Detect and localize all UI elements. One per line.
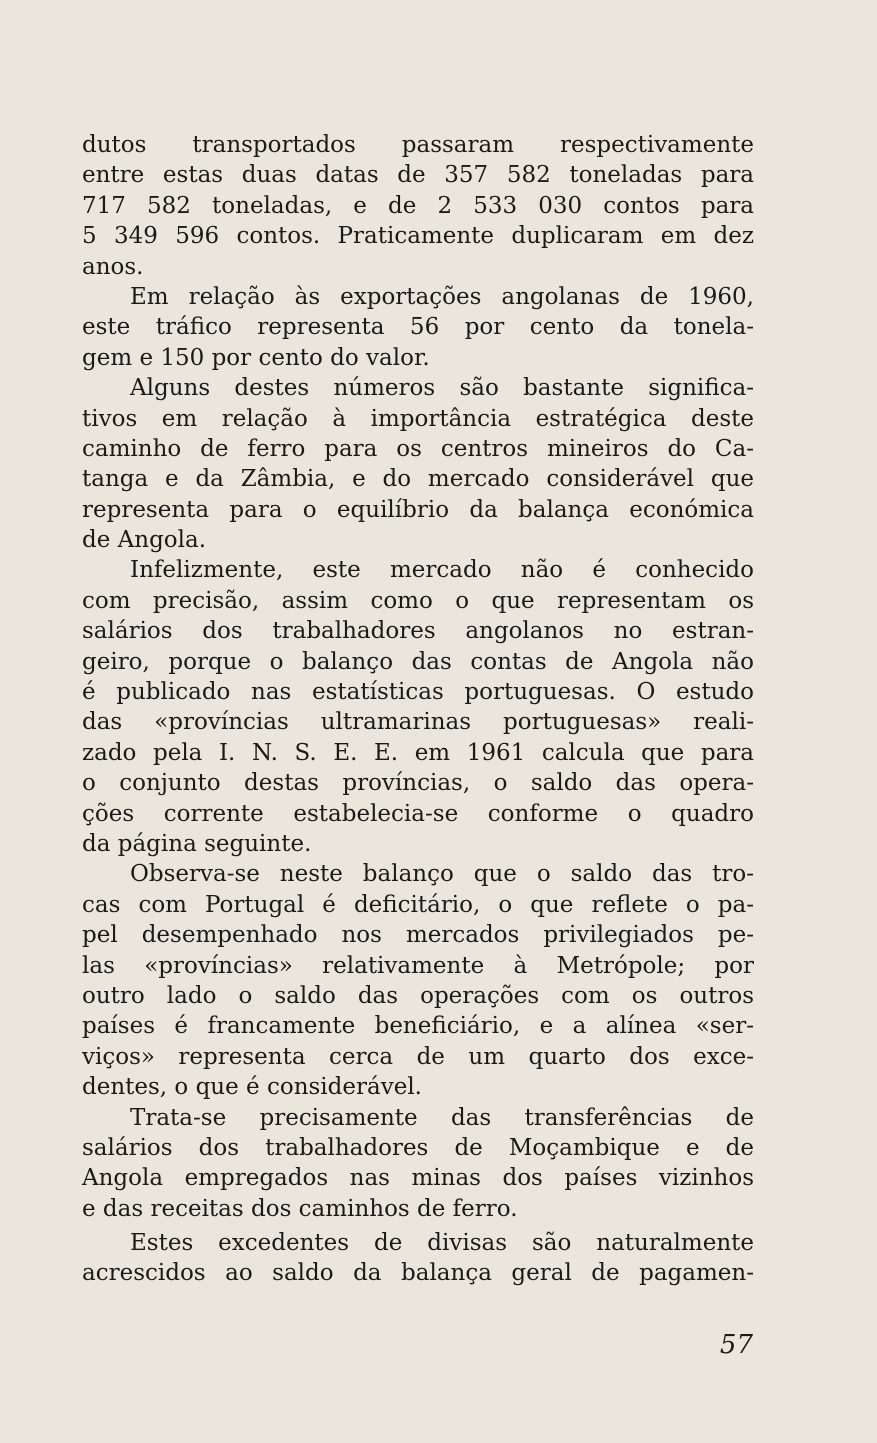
text-line: com precisão, assim como o que representam os xyxy=(82,587,754,614)
text-line: anos. xyxy=(82,253,144,280)
text-line: e das receitas dos caminhos de ferro. xyxy=(82,1195,518,1222)
text-line: tanga e da Zâmbia, e do mercado considerável que xyxy=(82,466,754,493)
paragraph xyxy=(82,859,754,1102)
text-line: acrescidos ao saldo da balança geral de pagamen- xyxy=(82,1260,754,1287)
text-line: Trata-se precisamente das transferências de xyxy=(130,1104,754,1131)
text-line: dutos transportados passaram respectivamente xyxy=(82,132,754,158)
text-line: das «províncias ultramarinas portuguesas» reali- xyxy=(82,709,754,736)
text-line: zado pela I. N. S. E. E. em 1961 calcula que para xyxy=(82,739,754,766)
page-number: 57 xyxy=(719,1330,753,1360)
text-line: Observa-se neste balanço que o saldo das tro- xyxy=(130,861,754,888)
text-line: las «províncias» relativamente à Metrópole; por xyxy=(82,952,754,979)
text-line: pel desempenhado nos mercados privilegiados pe- xyxy=(82,922,754,949)
text-line: Angola empregados nas minas dos países vizinhos xyxy=(82,1165,754,1192)
paragraph xyxy=(82,1103,754,1225)
text-line: Alguns destes números são bastante significa- xyxy=(130,375,754,402)
text-line: viços» representa cerca de um quarto dos exce- xyxy=(82,1043,754,1070)
text-line: Estes excedentes de divisas são naturalmente xyxy=(130,1230,754,1257)
text-line: países é francamente beneficiário, e a alínea «ser- xyxy=(82,1013,754,1040)
text-line: 5 349 596 contos. Praticamente duplicaram em dez xyxy=(82,223,754,250)
paragraph xyxy=(82,1228,754,1289)
text-line: este tráfico representa 56 por cento da tonela- xyxy=(82,314,754,341)
text-line: é publicado nas estatísticas portuguesas. O estudo xyxy=(82,679,754,706)
text-line: Em relação às exportações angolanas de 1960, xyxy=(130,283,754,310)
paragraph xyxy=(82,282,754,373)
text-line: o conjunto destas províncias, o saldo das opera- xyxy=(82,770,754,797)
text-line: cas com Portugal é deficitário, o que reflete o pa- xyxy=(82,891,754,918)
paragraph xyxy=(82,555,754,859)
text-line: salários dos trabalhadores de Moçambique e de xyxy=(82,1134,754,1161)
text-line: salários dos trabalhadores angolanos no estran- xyxy=(82,618,754,645)
text-line: 717 582 toneladas, e de 2 533 030 contos para xyxy=(82,192,754,219)
paragraph xyxy=(82,373,754,555)
text-line: ções corrente estabelecia-se conforme o quadro xyxy=(82,800,754,827)
text-line: dentes, o que é considerável. xyxy=(82,1074,422,1101)
text-line: entre estas duas datas de 357 582 toneladas para xyxy=(82,162,754,189)
paragraph xyxy=(82,130,754,282)
body-text xyxy=(82,130,754,1289)
text-line: outro lado o saldo das operações com os outros xyxy=(82,982,754,1009)
text-line: tivos em relação à importância estratégica deste xyxy=(82,405,754,432)
text-line: da página seguinte. xyxy=(82,830,312,857)
text-line: caminho de ferro para os centros mineiros do Ca- xyxy=(82,435,754,462)
text-line: geiro, porque o balanço das contas de Angola não xyxy=(82,648,754,675)
text-line: gem e 150 por cento do valor. xyxy=(82,344,430,371)
text-line: de Angola. xyxy=(82,527,207,554)
text-line: Infelizmente, este mercado não é conhecido xyxy=(130,557,754,584)
text-line: representa para o equilíbrio da balança económica xyxy=(82,496,754,523)
